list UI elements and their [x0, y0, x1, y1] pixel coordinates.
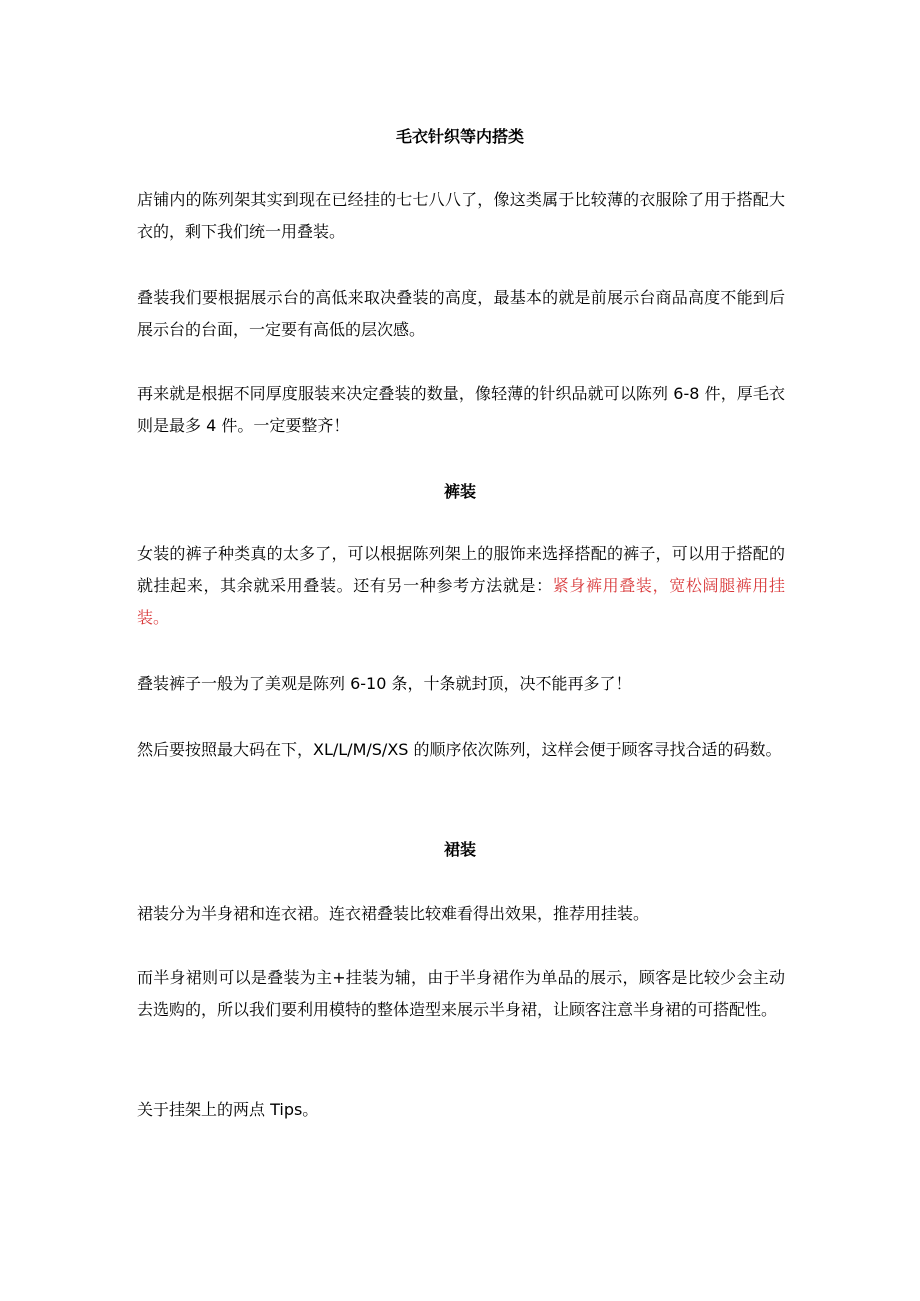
paragraph-sweater-3: 再来就是根据不同厚度服装来决定叠装的数量，像轻薄的针织品就可以陈列 6-8 件，厚毛衣则是最多 4 件。一定要整齐！	[137, 384, 785, 435]
section-heading-skirts: 裙装	[443, 840, 476, 859]
paragraph-sweater-1: 店铺内的陈列架其实到现在已经挂的七七八八了，像这类属于比较薄的衣服除了用于搭配大衣的，剩下我们统一用叠装。	[137, 190, 785, 241]
section-heading-sweater: 毛衣针织等内搭类	[395, 127, 524, 146]
paragraph-skirts-1: 裙装分为半身裙和连衣裙。连衣裙叠装比较难看得出效果，推荐用挂装。	[137, 904, 650, 923]
paragraph-pants-1-highlight: 紧身裤用叠装，宽松阔腿裤用挂装。	[137, 576, 785, 627]
paragraph-pants-2: 叠装裤子一般为了美观是陈列 6-10 条，十条就封顶，决不能再多了！	[137, 674, 632, 693]
paragraph-skirts-3: 关于挂架上的两点 Tips。	[137, 1100, 319, 1119]
section-heading-pants: 裤装	[443, 482, 476, 501]
paragraph-sweater-2: 叠装我们要根据展示台的高低来取决叠装的高度，最基本的就是前展示台商品高度不能到后展示台的台面，一定要有高低的层次感。	[137, 288, 785, 339]
paragraph-pants-3: 然后要按照最大码在下，XL/L/M/S/XS 的顺序依次陈列，这样会便于顾客寻找合适的码数。	[137, 740, 782, 759]
paragraph-skirts-2: 而半身裙则可以是叠装为主+挂装为辅，由于半身裙作为单品的展示，顾客是比较少会主动去选购的，所以我们要利用模特的整体造型来展示半身裙，让顾客注意半身裙的可搭配性。	[137, 968, 785, 1019]
paragraph-pants-1-text: 女装的裤子种类真的太多了，可以根据陈列架上的服饰来选择搭配的裤子，可以用于搭配的就挂起来，其余就采用叠装。还有另一种参考方法就是：	[137, 544, 785, 595]
paragraph-pants-1	[137, 538, 785, 634]
